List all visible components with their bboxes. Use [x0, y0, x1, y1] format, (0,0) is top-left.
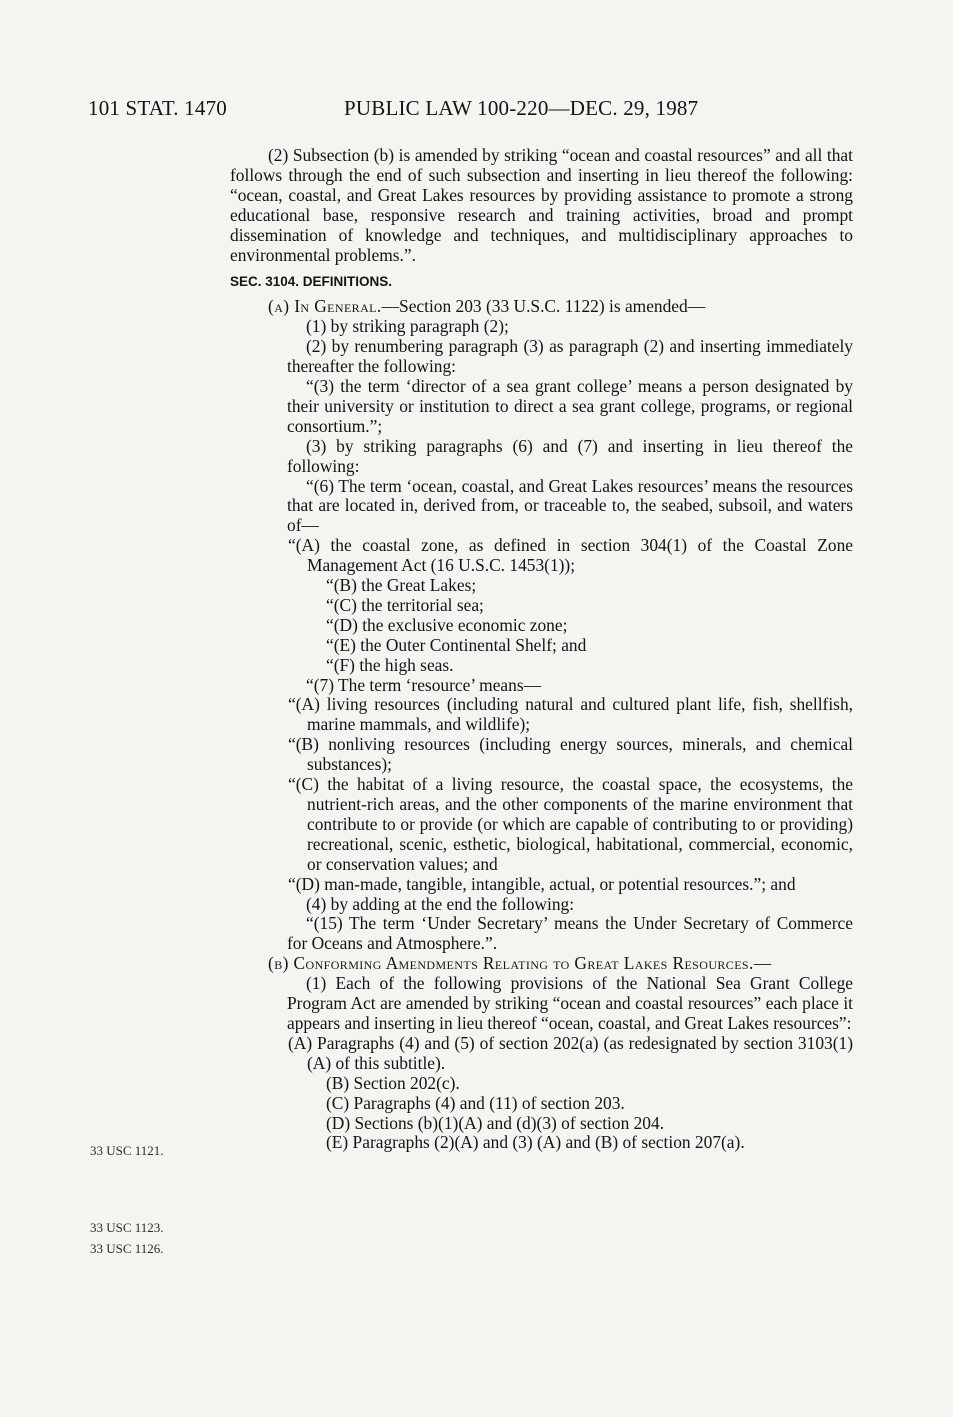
subsection-a-text: —Section 203 (33 U.S.C. 1122) is amended— — [381, 296, 706, 317]
conforming-item-1-B: (B) Section 202(c). — [326, 1072, 460, 1093]
definition-6-F: “(F) the high seas. — [326, 654, 454, 675]
subsection-b-heading: (b) Conforming Amendments Relating to Great Lakes Resources. — [268, 953, 754, 974]
definition-3: “(3) the term ‘director of a sea grant college’ means a person designated by their university or institution to direct a sea grant college, programs, or regional consortium.”; — [287, 375, 853, 436]
conforming-item-1: (1) Each of the following provisions of the National Sea Grant College Program Act are amended by striking “ocean and coastal resources” each place it appears and inserting in lieu thereof “ocean, coastal, and Great Lakes resources”: — [287, 973, 853, 1033]
definition-6-E: “(E) the Outer Continental Shelf; and — [326, 634, 587, 655]
amendment-item-4: (4) by adding at the end the following: — [306, 893, 575, 914]
definition-6-A: “(A) the coastal zone, as defined in section 304(1) of the Coastal Zone Management Act (16 U.S.C. 1453(1)); — [288, 535, 853, 576]
subsection-b-dash: — — [753, 953, 772, 974]
definition-7-B: “(B) nonliving resources (including energy sources, minerals, and chemical substances); — [288, 734, 853, 775]
stat-page-number: 101 STAT. 1470 — [88, 96, 227, 120]
section-heading: SEC. 3104. DEFINITIONS. — [230, 274, 393, 290]
conforming-item-1-C: (C) Paragraphs (4) and (11) of section 203. — [326, 1092, 625, 1113]
definition-7-C: “(C) the habitat of a living resource, the coastal space, the ecosystems, the nutrient-rich areas, and the other components of the marine environment that contribute to or provide (or which are capable of contributing to or providing) recreational, scenic, esthetic, biological, habitational, commercial, economic, or conservation values; and — [288, 774, 853, 874]
conforming-item-1-E: (E) Paragraphs (2)(A) and (3) (A) and (B) of section 207(a). — [326, 1132, 745, 1153]
conforming-item-1-D: (D) Sections (b)(1)(A) and (d)(3) of section 204. — [326, 1112, 665, 1133]
subsection-a — [230, 297, 853, 317]
amendment-item-1: (1) by striking paragraph (2); — [306, 316, 509, 337]
definition-6-D: “(D) the exclusive economic zone; — [326, 614, 568, 635]
margin-note-usc-1123: 33 USC 1123. — [90, 1220, 164, 1235]
definition-15: “(15) The term ‘Under Secretary’ means the Under Secretary of Commerce for Oceans and Atmosphere.”. — [287, 913, 853, 954]
definition-7: “(7) The term ‘resource’ means— — [306, 674, 541, 695]
subsection-a-heading: (a) In General. — [268, 296, 382, 317]
definition-7-D: “(D) man-made, tangible, intangible, actual, or potential resources.”; and — [288, 873, 796, 894]
amendment-item-2: (2) by renumbering paragraph (3) as paragraph (2) and inserting immediately thereafter the following: — [287, 336, 853, 377]
definition-6-C: “(C) the territorial sea; — [326, 594, 484, 615]
conforming-item-1-A: (A) Paragraphs (4) and (5) of section 202(a) (as redesignated by section 3103(1)(A) of this subtitle). — [288, 1032, 853, 1073]
subsection-b — [230, 954, 853, 974]
margin-note-usc-1121: 33 USC 1121. — [90, 1143, 164, 1158]
body-text — [230, 146, 853, 1153]
definition-7-A: “(A) living resources (including natural and cultured plant life, fish, shellfish, marine mammals, and wildlife); — [288, 694, 853, 735]
margin-note-usc-1126: 33 USC 1126. — [90, 1241, 164, 1256]
definition-6: “(6) The term ‘ocean, coastal, and Great Lakes resources’ means the resources that are located in, derived from, or traceable to, the seabed, subsoil, and waters of— — [287, 475, 853, 536]
paragraph-subsection-b-amendment: (2) Subsection (b) is amended by striking “ocean and coastal resources” and all that follows through the end of such subsection and inserting in lieu thereof the following: “ocean, coastal, and Great Lakes resources by providing assistance to promote a strong educational base, responsive research and training activities, broad and prompt dissemination of knowledge and techniques, and multidisciplinary approaches to environmental problems.”. — [230, 145, 853, 265]
public-law-citation: PUBLIC LAW 100-220—DEC. 29, 1987 — [344, 96, 699, 120]
amendment-item-3: (3) by striking paragraphs (6) and (7) and inserting in lieu thereof the following: — [287, 435, 853, 476]
definition-6-B: “(B) the Great Lakes; — [326, 575, 477, 596]
